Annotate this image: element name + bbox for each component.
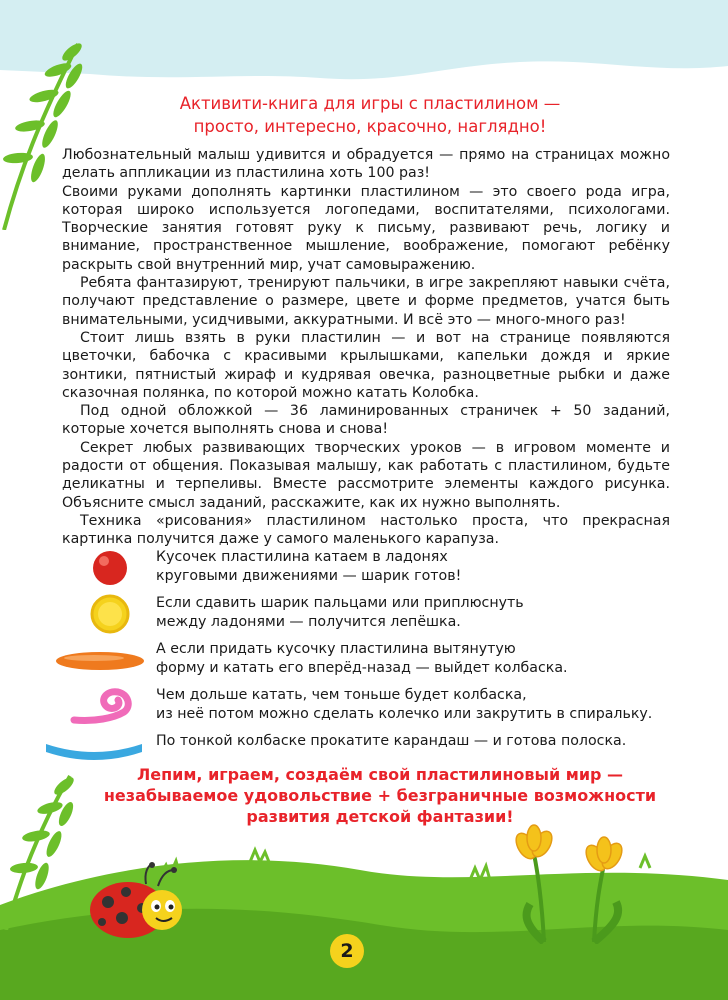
paragraph: Ребята фантазируют, тренируют пальчики, в игре закрепляют навыки счёта, получают представление о размере, цвете и форме предметов, учатся быть внимательными, усидчивыми, аккуратными. И всё это — много-много раз! bbox=[62, 275, 670, 328]
page-title bbox=[120, 92, 620, 138]
title-line: Активити-книга для игры с пластилином — bbox=[179, 94, 561, 113]
tip-line: круговыми движениями — шарик готов! bbox=[156, 568, 462, 584]
closing-slogan bbox=[90, 764, 670, 827]
tip-line: Кусочек пластилина катаем в ладонях bbox=[156, 549, 448, 565]
title-line: просто, интересно, красочно, наглядно! bbox=[193, 117, 547, 136]
ladybug-icon bbox=[86, 862, 196, 942]
list-item bbox=[44, 592, 684, 636]
paragraph: Под одной обложкой — 36 ламинированных страничек + 50 заданий, которые хочется выполнять снова и снова! bbox=[62, 403, 670, 438]
list-item bbox=[44, 684, 684, 728]
intro-text bbox=[62, 146, 670, 549]
fern-branch-icon bbox=[0, 770, 90, 930]
paragraph: Своими руками дополнять картинки пластилином — это своего рода игра, которая широко используется логопедами, воспитателями, психологами. Творческие занятия готовят руку к письму, развивают речь, логику и внимание, пространственное мышление, воображение, помогают ребёнку раскрыть свой внутренний мир, учат самовыражению. bbox=[62, 183, 670, 273]
tip-line: Чем дольше катать, чем тоньше будет колбаска, bbox=[156, 687, 527, 703]
technique-list bbox=[44, 546, 684, 776]
tip-line: из неё потом можно сделать колечко или закрутить в спиральку. bbox=[156, 706, 653, 722]
paragraph: Стоит лишь взять в руки пластилин — и вот на странице появляются цветочки, бабочка с красивыми крылышками, капельки дождя и яркие зонтики, пятнистый жираф и кудрявая овечка, разноцветные рыбки и даже сказочная полянка, по которой можно катать Колобка. bbox=[62, 329, 670, 401]
slogan-line: незабываемое удовольствие + безграничные возможности bbox=[103, 786, 657, 805]
tip-line: форму и катать его вперёд-назад — выйдет колбаска. bbox=[156, 660, 568, 676]
page-number: 2 bbox=[330, 934, 364, 968]
slogan-line: развития детской фантазии! bbox=[246, 807, 514, 826]
paragraph: Секрет любых развивающих творческих уроков — в игровом моменте и радости от общения. Показывая малышу, как работать с пластилином, будьте деликатны и терпеливы. Вместе рассмотрите элементы каждого рисунка. Объясните смысл заданий, расскажите, как их нужно выполнять. bbox=[62, 439, 670, 511]
paragraph: Любознательный малыш удивится и обрадуется — прямо на страницах можно делать аппликации из пластилина хоть 100 раз! bbox=[62, 147, 670, 182]
slogan-line: Лепим, играем, создаём свой пластилиновый мир — bbox=[136, 765, 624, 784]
red-ball-icon bbox=[44, 546, 144, 590]
pink-spiral-icon bbox=[44, 684, 144, 728]
yellow-flat-icon bbox=[44, 592, 144, 636]
tip-line: А если придать кусочку пластилина вытянутую bbox=[156, 641, 516, 657]
paragraph: Техника «рисования» пластилином настолько проста, что прекрасная картинка получится даже у самого маленького карапуза. bbox=[62, 512, 670, 548]
tip-line: По тонкой колбаске прокатите карандаш — и готова полоска. bbox=[156, 733, 627, 749]
list-item bbox=[44, 546, 684, 590]
list-item bbox=[44, 638, 684, 682]
tip-line: между ладонями — получится лепёшка. bbox=[156, 614, 461, 630]
orange-sausage-icon bbox=[44, 638, 144, 682]
yellow-flowers-icon bbox=[504, 824, 644, 944]
tip-line: Если сдавить шарик пальцами или приплюснуть bbox=[156, 595, 524, 611]
